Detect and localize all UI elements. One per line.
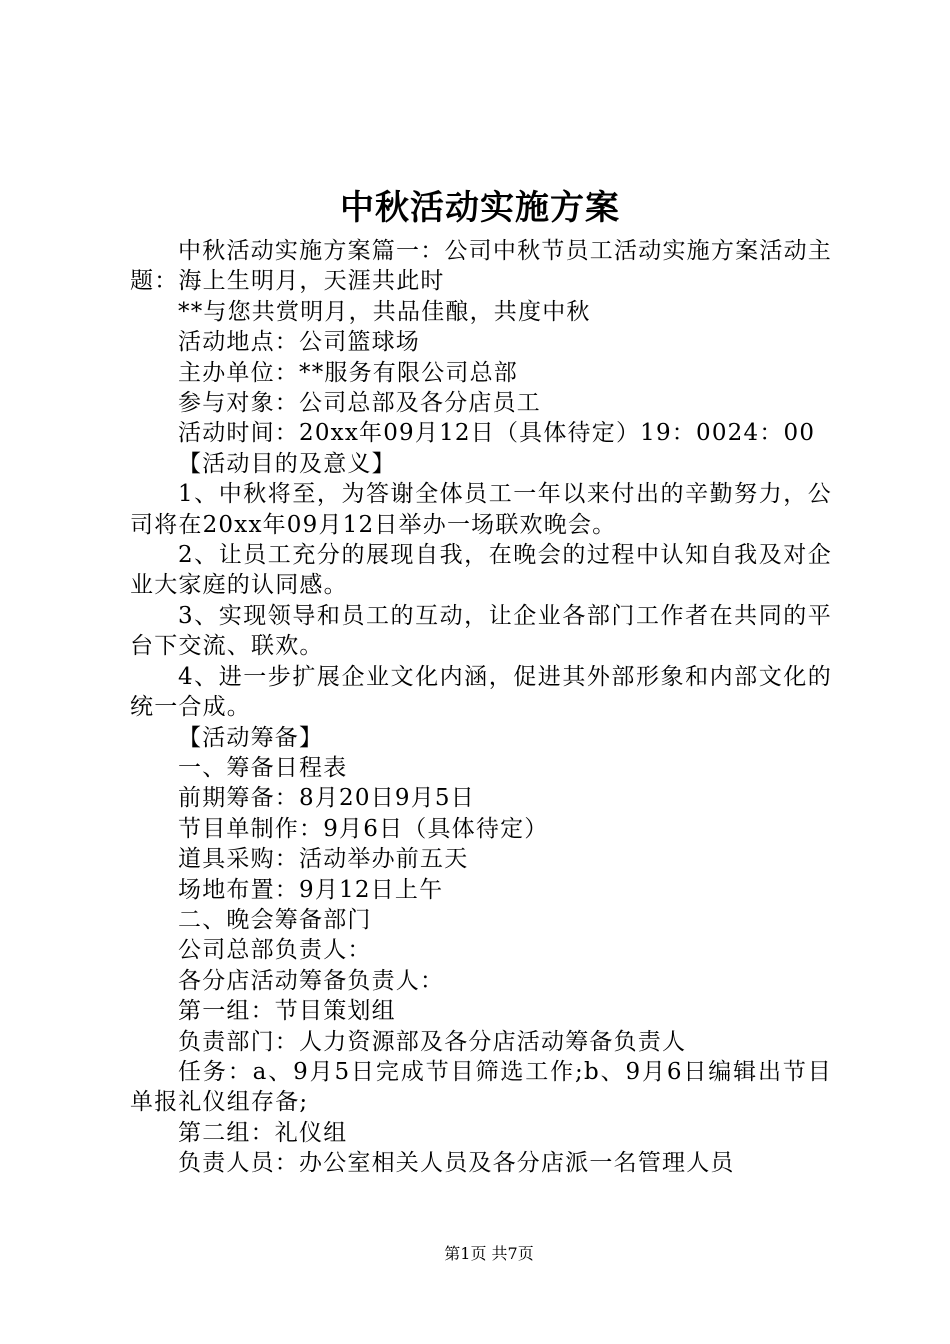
paragraph-purpose-3: 3、实现领导和员工的互动，让企业各部门工作者在共同的平台下交流、联欢。: [130, 602, 832, 660]
paragraph-slogan: **与您共赏明月，共品佳酿，共度中秋: [178, 298, 591, 325]
paragraph-purpose-4: 4、进一步扩展企业文化内涵，促进其外部形象和内部文化的统一合成。: [130, 663, 832, 721]
paragraph-time: 活动时间：20xx年09月12日（具体待定）19：0024：00: [178, 420, 816, 447]
paragraph-organizer: 主办单位：**服务有限公司总部: [178, 359, 518, 386]
paragraph-group-2: 第二组：礼仪组: [178, 1119, 348, 1146]
document-title: 中秋活动实施方案: [340, 188, 620, 228]
schedule-item-props: 道具采购：活动举办前五天: [178, 846, 469, 873]
document-body: [130, 236, 832, 1179]
schedule-item-program: 节目单制作：9月6日（具体待定）: [178, 815, 549, 842]
page-footer: 第1页 共7页: [444, 1244, 534, 1263]
paragraph-branch-lead: 各分店活动筹备负责人：: [178, 967, 445, 994]
subheading-departments: 二、晚会筹备部门: [178, 906, 372, 933]
paragraph-intro: 中秋活动实施方案篇一：公司中秋节员工活动实施方案活动主题：海上生明月，天涯共此时: [130, 238, 832, 295]
section-heading-preparation: 【活动筹备】: [178, 724, 324, 751]
paragraph-purpose-2: 2、让员工充分的展现自我，在晚会的过程中认知自我及对企业大家庭的认同感。: [130, 542, 832, 599]
section-heading-purpose: 【活动目的及意义】: [178, 450, 396, 477]
paragraph-hq-lead: 公司总部负责人：: [178, 937, 372, 964]
paragraph-group-1: 第一组：节目策划组: [178, 998, 396, 1025]
paragraph-group-1-dept: 负责部门：人力资源部及各分店活动筹备负责人: [178, 1028, 687, 1055]
schedule-item-early-prep: 前期筹备：8月20日9月5日: [178, 785, 475, 812]
paragraph-group-2-staff: 负责人员：办公室相关人员及各分店派一名管理人员: [178, 1150, 735, 1177]
subheading-schedule: 一、筹备日程表: [178, 754, 348, 781]
paragraph-group-1-tasks: 任务：a、9月5日完成节目筛选工作;b、9月6日编辑出节目单报礼仪组存备;: [130, 1058, 832, 1116]
schedule-item-venue: 场地布置：9月12日上午: [178, 876, 444, 903]
paragraph-participants: 参与对象：公司总部及各分店员工: [178, 390, 541, 417]
paragraph-location: 活动地点：公司篮球场: [178, 329, 420, 356]
paragraph-purpose-1: 1、中秋将至，为答谢全体员工一年以来付出的辛勤努力，公司将在20xx年09月12日举办一场联欢晚会。: [130, 481, 832, 538]
